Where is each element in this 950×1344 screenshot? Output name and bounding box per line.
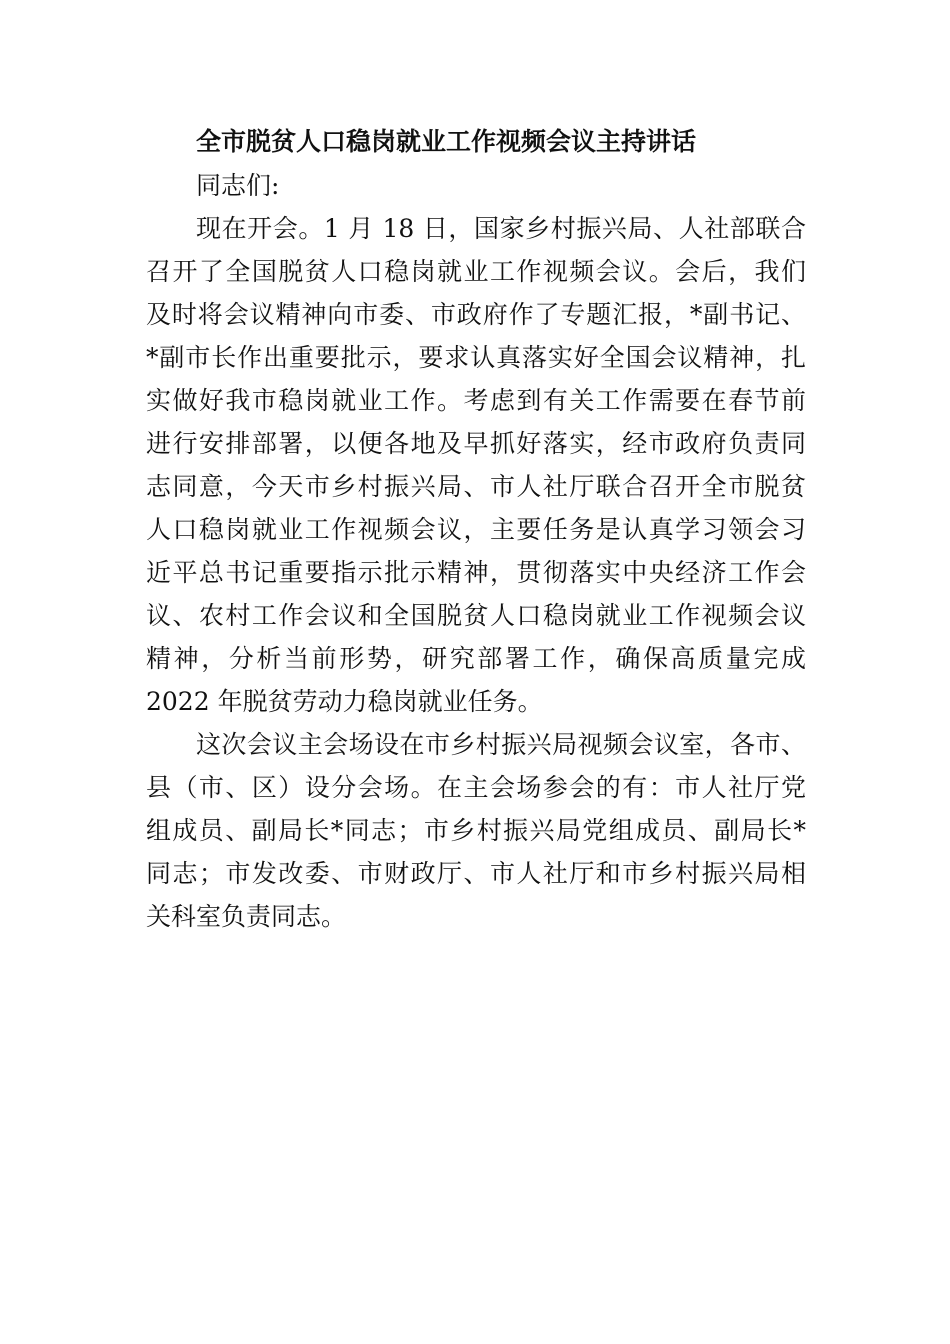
text-line: 人口稳岗就业工作视频会议，主要任务是认真学习领会习 (146, 515, 806, 544)
text-line: 关科室负责同志。 (146, 902, 347, 931)
text-line: 及时将会议精神向市委、市政府作了专题汇报，*副书记、 (146, 300, 806, 329)
salutation-line: 同志们: (196, 171, 280, 200)
text-line: 近平总书记重要指示批示精神，贯彻落实中央经济工作会 (146, 558, 806, 587)
text-line: 进行安排部署，以便各地及早抓好落实，经市政府负责同 (146, 429, 806, 458)
text-line: 县（市、区）设分会场。在主会场参会的有：市人社厅党 (146, 773, 806, 802)
text-line: 实做好我市稳岗就业工作。考虑到有关工作需要在春节前 (146, 386, 806, 415)
text-line: 2022 年脱贫劳动力稳岗就业任务。 (146, 687, 543, 716)
text-line: *副市长作出重要批示，要求认真落实好全国会议精神，扎 (146, 343, 806, 372)
text-line: 精神，分析当前形势，研究部署工作，确保高质量完成 (146, 644, 806, 673)
document-title: 全市脱贫人口稳岗就业工作视频会议主持讲话 (196, 127, 697, 156)
text-line: 组成员、副局长*同志；市乡村振兴局党组成员、副局长* (146, 816, 806, 845)
text-line: 志同意，今天市乡村振兴局、市人社厅联合召开全市脱贫 (146, 472, 806, 501)
text-line: 召开了全国脱贫人口稳岗就业工作视频会议。会后，我们 (146, 257, 806, 286)
text-line: 现在开会。1 月 18 日，国家乡村振兴局、人社部联合 (196, 214, 806, 243)
text-line: 议、农村工作会议和全国脱贫人口稳岗就业工作视频会议 (146, 601, 806, 630)
text-line: 这次会议主会场设在市乡村振兴局视频会议室，各市、 (196, 730, 806, 759)
text-line: 同志；市发改委、市财政厅、市人社厅和市乡村振兴局相 (146, 859, 806, 888)
